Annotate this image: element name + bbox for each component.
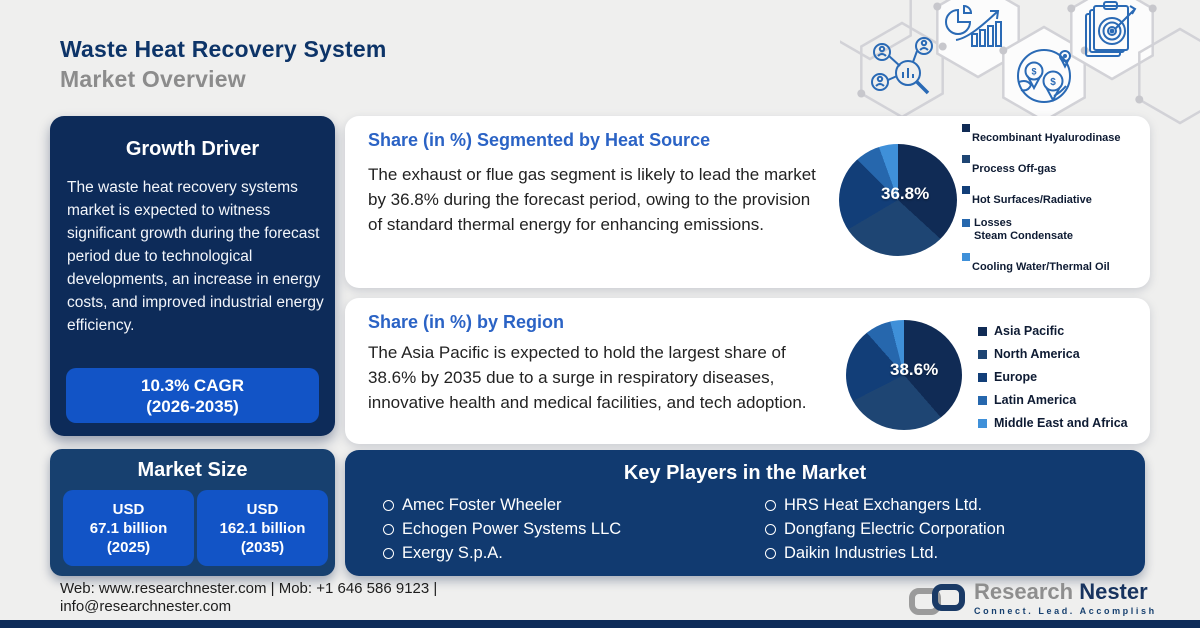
legend-item: North America — [978, 347, 1128, 361]
region-card-body: The Asia Pacific is expected to hold the largest share of 38.6% by 2035 due to a surge in respiratory diseases, innovative health and medical facilities, and tech adoption. — [368, 343, 807, 412]
heat-source-card-body: The exhaust or flue gas segment is likely to lead the market by 36.8% during the forecast period, owing to the provision of standard thermal energy for enhancing emissions. — [368, 165, 816, 234]
key-players-column-2 — [765, 496, 1005, 568]
heat-source-pie-label: 36.8% — [881, 184, 930, 203]
brand-name-nester: Nester — [1079, 579, 1148, 604]
region-card-title: Share (in %) by Region — [368, 312, 565, 332]
bullet-circle-icon — [383, 500, 394, 511]
cagr-badge — [66, 368, 319, 423]
legend-item: Latin America — [978, 393, 1128, 407]
svg-text:$: $ — [1050, 77, 1056, 88]
key-players-column-1 — [383, 496, 621, 568]
region-pie-chart — [846, 320, 962, 430]
legend-swatch — [962, 124, 970, 132]
growth-driver-panel — [50, 116, 335, 436]
bullet-circle-icon — [383, 524, 394, 535]
chain-link-logo-icon — [908, 581, 966, 619]
legend-swatch — [978, 419, 987, 428]
svg-text:$: $ — [1031, 66, 1037, 77]
legend-swatch — [978, 373, 987, 382]
market-size-2025-box: USD 67.1 billion (2025) — [63, 490, 194, 566]
heat-source-pie-chart — [839, 144, 957, 256]
footer-contact-line2: info@researchnester.com — [60, 597, 232, 615]
legend-item: Losses Steam Condensate — [962, 217, 1152, 243]
bullet-circle-icon — [765, 548, 776, 559]
bullet-circle-icon — [765, 500, 776, 511]
brand-tagline: Connect. Lead. Accomplish — [974, 606, 1157, 616]
legend-swatch — [978, 396, 987, 405]
heat-source-card-title: Share (in %) Segmented by Heat Source — [368, 130, 711, 150]
key-player-item: Dongfang Electric Corporation — [765, 520, 1005, 539]
legend-item: Process Off-gas — [962, 155, 1152, 176]
bottom-accent-bar — [0, 620, 1200, 628]
research-nester-logo — [908, 581, 1157, 619]
heat-source-card — [345, 116, 1150, 288]
legend-item: Hot Surfaces/Radiative — [962, 186, 1152, 207]
key-player-item: HRS Heat Exchangers Ltd. — [765, 496, 1005, 515]
region-pie-label: 38.6% — [890, 360, 939, 379]
brand-name-research: Research — [974, 579, 1074, 604]
bullet-circle-icon — [765, 524, 776, 535]
cagr-period: (2026-2035) — [146, 396, 239, 416]
cagr-value: 10.3% CAGR — [141, 375, 244, 395]
hexagon-pattern — [840, 0, 1200, 135]
key-player-item: Exergy S.p.A. — [383, 544, 621, 563]
footer-contact — [60, 580, 437, 615]
market-size-panel — [50, 449, 335, 576]
market-research-network-icon — [872, 38, 932, 93]
heat-source-legend — [962, 124, 1152, 284]
market-size-2035-box: USD 162.1 billion (2035) — [197, 490, 328, 566]
legend-item: Asia Pacific — [978, 324, 1128, 338]
legend-swatch — [978, 350, 987, 359]
bullet-circle-icon — [383, 548, 394, 559]
legend-swatch — [978, 327, 987, 336]
growth-driver-title: Growth Driver — [125, 138, 260, 160]
region-card — [345, 298, 1150, 444]
region-legend — [978, 324, 1128, 439]
key-players-panel — [345, 450, 1145, 576]
footer-contact-line1: Web: www.researchnester.com | Mob: +1 646 586 9123 | — [60, 580, 438, 597]
legend-swatch — [962, 253, 970, 261]
legend-swatch — [962, 186, 970, 194]
market-size-title: Market Size — [137, 459, 248, 481]
key-player-item: Amec Foster Wheeler — [383, 496, 621, 515]
legend-swatch — [962, 219, 970, 227]
legend-item: Recombinant Hyalurodinase — [962, 124, 1152, 145]
key-player-item: Daikin Industries Ltd. — [765, 544, 1005, 563]
target-report-icon — [1086, 2, 1135, 56]
page-title: Waste Heat Recovery System — [60, 36, 387, 62]
legend-item: Cooling Water/Thermal Oil — [962, 253, 1152, 274]
legend-item: Europe — [978, 370, 1128, 384]
key-player-item: Echogen Power Systems LLC — [383, 520, 621, 539]
logo-text — [974, 581, 1157, 616]
page-subtitle: Market Overview — [60, 66, 246, 92]
legend-item: Middle East and Africa — [978, 416, 1128, 430]
legend-swatch — [962, 155, 970, 163]
growth-driver-body: The waste heat recovery systems market is expected to witness significant growth during the forecast period due to technological developments, an increase in energy costs, and improved industrial energy efficiency. — [67, 179, 324, 334]
key-players-title: Key Players in the Market — [623, 462, 867, 484]
